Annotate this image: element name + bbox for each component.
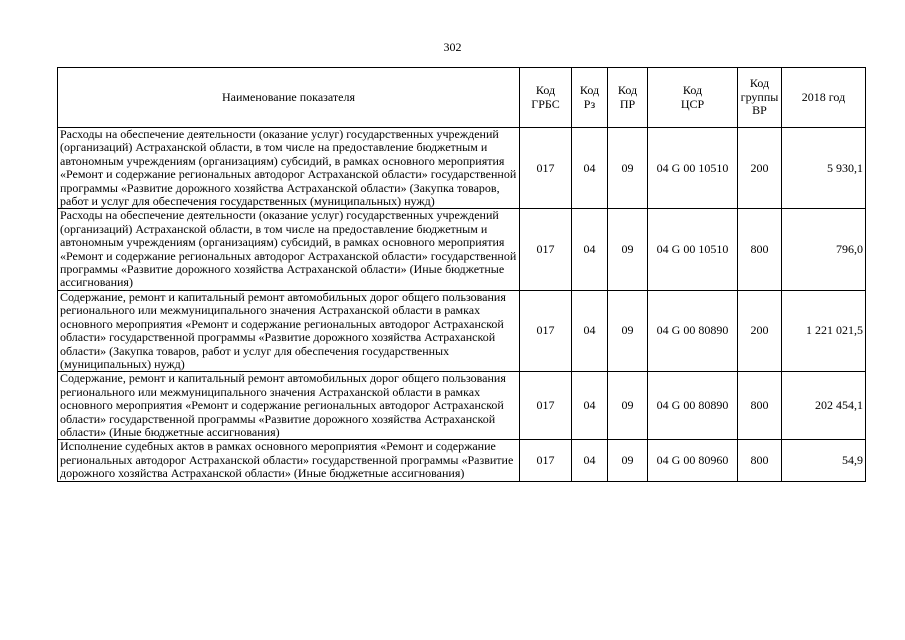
row-grbs: 017 <box>520 372 572 440</box>
row-csr: 04 G 00 80960 <box>648 440 738 481</box>
header-vr: Код группы ВР <box>738 68 782 128</box>
page-number: 302 <box>443 40 462 54</box>
row-rz: 04 <box>572 440 608 481</box>
budget-table <box>57 67 866 482</box>
row-csr: 04 G 00 10510 <box>648 128 738 209</box>
row-grbs: 017 <box>520 290 572 371</box>
table-row <box>58 128 866 209</box>
row-rz: 04 <box>572 128 608 209</box>
row-grbs: 017 <box>520 209 572 290</box>
row-vr: 800 <box>738 440 782 481</box>
header-year: 2018 год <box>782 68 866 128</box>
table-row <box>58 209 866 290</box>
header-grbs: Код ГРБС <box>520 68 572 128</box>
row-name: Расходы на обеспечение деятельности (оказание услуг) государственных учреждений (организаций) Астраханской области, в том числе на предоставление бюджетным и автономным учреждениям (организациям) субсидий, в рамках основного мероприятия «Ремонт и содержание региональных автодорог Астраханской области» государственной программы «Развитие дорожного хозяйства Астраханской области» (Иные бюджетные ассигнования) <box>58 209 520 290</box>
row-pr: 09 <box>608 128 648 209</box>
row-rz: 04 <box>572 372 608 440</box>
row-name: Содержание, ремонт и капитальный ремонт автомобильных дорог общего пользования регионального или межмуниципального значения Астраханской области в рамках основного мероприятия «Ремонт и содержание региональных автодорог Астраханской области» государственной программы «Развитие дорожного хозяйства Астраханской области» (Закупка товаров, работ и услуг для обеспечения государственных (муниципальных) нужд) <box>58 290 520 371</box>
header-pr: Код ПР <box>608 68 648 128</box>
row-name: Расходы на обеспечение деятельности (оказание услуг) государственных учреждений (организаций) Астраханской области, в том числе на предоставление бюджетным и автономным учреждениям (организациям) субсидий, в рамках основного мероприятия «Ремонт и содержание региональных автодорог Астраханской области» государственной программы «Развитие дорожного хозяйства Астраханской области» (Закупка товаров, работ и услуг для обеспечения государственных (муниципальных) нужд) <box>58 128 520 209</box>
table-row <box>58 290 866 371</box>
table-row <box>58 372 866 440</box>
row-pr: 09 <box>608 440 648 481</box>
row-csr: 04 G 00 10510 <box>648 209 738 290</box>
row-vr: 800 <box>738 372 782 440</box>
row-amount: 5 930,1 <box>782 128 866 209</box>
row-amount: 1 221 021,5 <box>782 290 866 371</box>
row-grbs: 017 <box>520 440 572 481</box>
row-name: Исполнение судебных актов в рамках основного мероприятия «Ремонт и содержание региональных автодорог Астраханской области» государственной программы «Развитие дорожного хозяйства Астраханской области» (Иные бюджетные ассигнования) <box>58 440 520 481</box>
row-pr: 09 <box>608 209 648 290</box>
row-vr: 200 <box>738 128 782 209</box>
row-pr: 09 <box>608 290 648 371</box>
row-csr: 04 G 00 80890 <box>648 290 738 371</box>
row-vr: 800 <box>738 209 782 290</box>
row-pr: 09 <box>608 372 648 440</box>
row-csr: 04 G 00 80890 <box>648 372 738 440</box>
table-row <box>58 440 866 481</box>
row-rz: 04 <box>572 290 608 371</box>
header-rz: Код Рз <box>572 68 608 128</box>
header-csr: Код ЦСР <box>648 68 738 128</box>
table-header-row <box>58 68 866 128</box>
row-amount: 796,0 <box>782 209 866 290</box>
row-amount: 54,9 <box>782 440 866 481</box>
header-name: Наименование показателя <box>58 68 520 128</box>
row-rz: 04 <box>572 209 608 290</box>
row-name: Содержание, ремонт и капитальный ремонт автомобильных дорог общего пользования регионального или межмуниципального значения Астраханской области в рамках основного мероприятия «Ремонт и содержание региональных автодорог Астраханской области» государственной программы «Развитие дорожного хозяйства Астраханской области» (Иные бюджетные ассигнования) <box>58 372 520 440</box>
row-grbs: 017 <box>520 128 572 209</box>
row-amount: 202 454,1 <box>782 372 866 440</box>
row-vr: 200 <box>738 290 782 371</box>
